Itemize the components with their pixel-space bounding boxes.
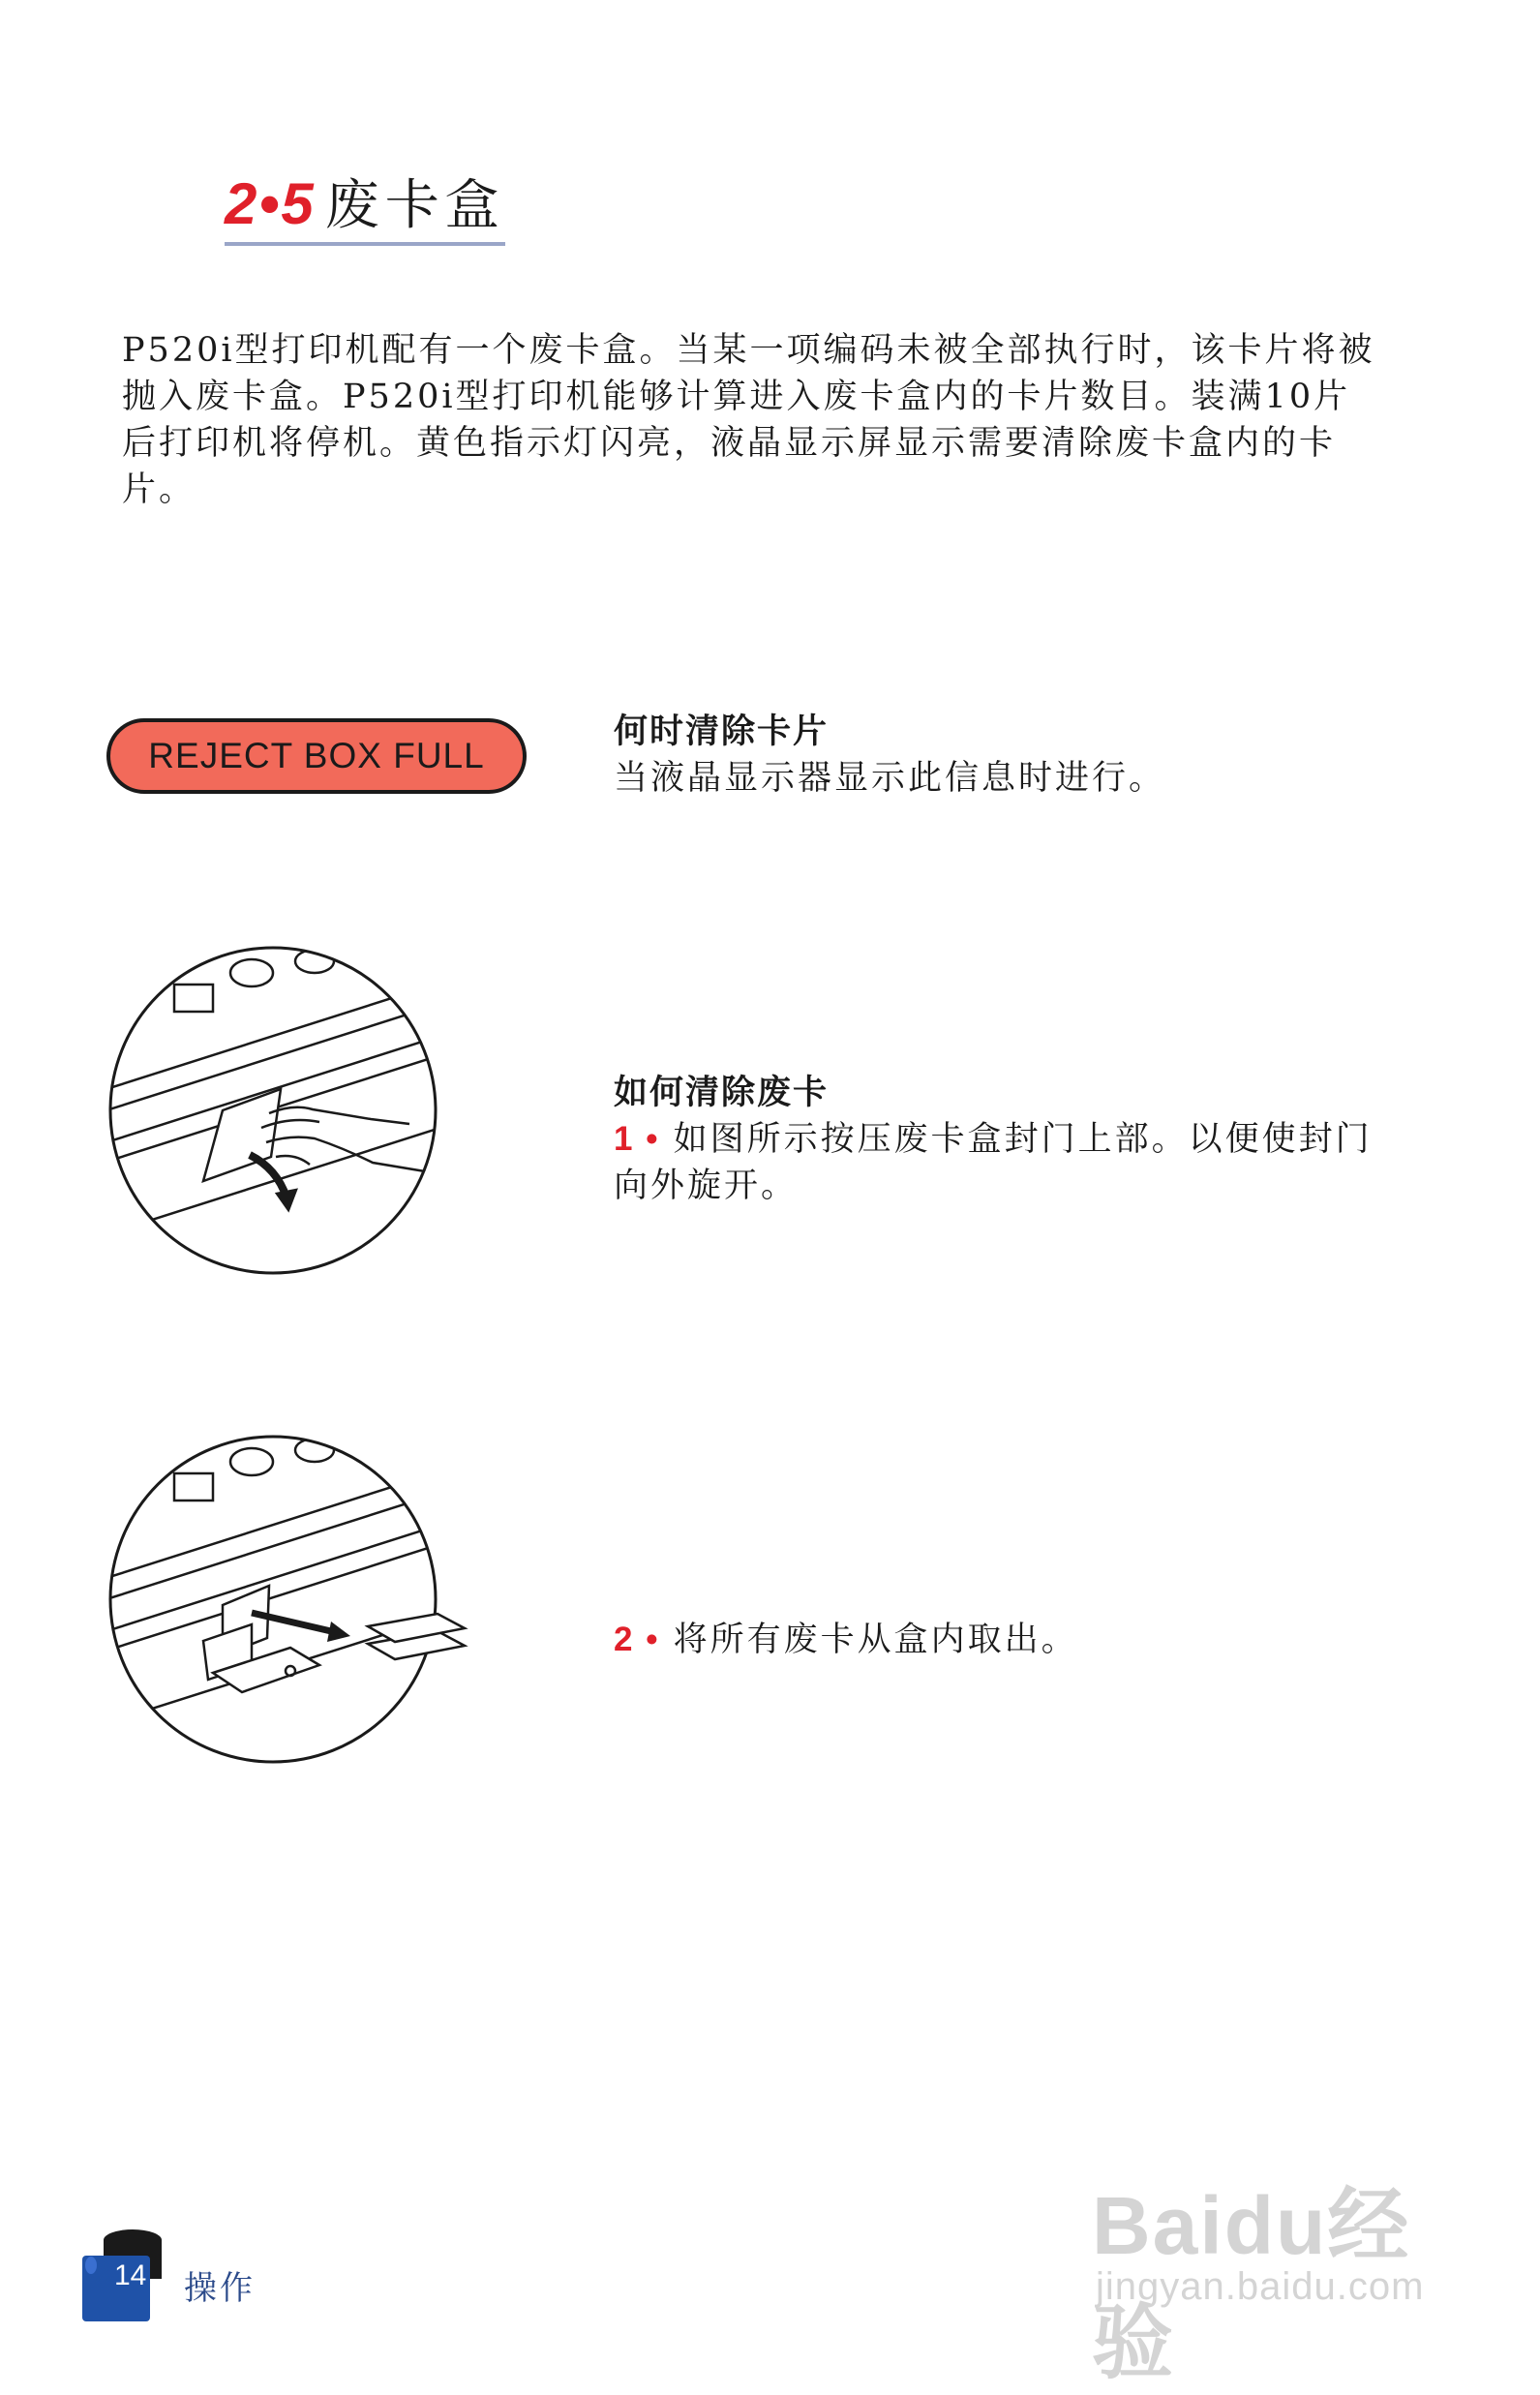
step-1 bbox=[614, 1116, 1388, 1209]
step-2-block bbox=[614, 1617, 1388, 1663]
footer-section-label: 操作 bbox=[184, 2269, 256, 2308]
section-title bbox=[225, 163, 505, 246]
watermark-url: jingyan.baidu.com bbox=[1096, 2265, 1425, 2308]
remove-cards-illustration bbox=[106, 1433, 513, 1767]
how-heading: 如何清除废卡 bbox=[614, 1074, 830, 1112]
when-to-clear-block bbox=[614, 709, 1388, 802]
press-door-illustration bbox=[106, 944, 440, 1278]
section-number: 2•5 bbox=[225, 171, 316, 236]
step-1-text: 如图所示按压废卡盒封门上部。以便使封门向外旋开。 bbox=[614, 1120, 1373, 1205]
page-number: 14 bbox=[114, 2259, 147, 2291]
step-2-text: 将所有废卡从盒内取出。 bbox=[673, 1621, 1078, 1659]
lcd-message-display bbox=[106, 718, 527, 794]
watermark-logo: Baidu经验 bbox=[1092, 2180, 1411, 2388]
when-text: 当液晶显示器显示此信息时进行。 bbox=[614, 759, 1166, 798]
baidu-watermark bbox=[1092, 2151, 1450, 2388]
step-2-number: 2 • bbox=[614, 1621, 660, 1658]
step-1-number: 1 • bbox=[614, 1120, 660, 1158]
when-heading: 何时清除卡片 bbox=[614, 712, 830, 751]
step-2 bbox=[614, 1617, 1388, 1663]
how-to-clear-block bbox=[614, 1070, 1388, 1209]
lcd-message-text: REJECT BOX FULL bbox=[148, 736, 485, 775]
section-heading: 废卡盒 bbox=[324, 174, 505, 237]
intro-paragraph: P520i型打印机配有一个废卡盒。当某一项编码未被全部执行时，该卡片将被抛入废卡盒。P520i型打印机能够计算进入废卡盒内的卡片数目。装满10片后打印机将停机。黄色指示灯闪亮，液晶显示屏显示需要清除废卡盒内的卡片。 bbox=[122, 331, 1375, 509]
